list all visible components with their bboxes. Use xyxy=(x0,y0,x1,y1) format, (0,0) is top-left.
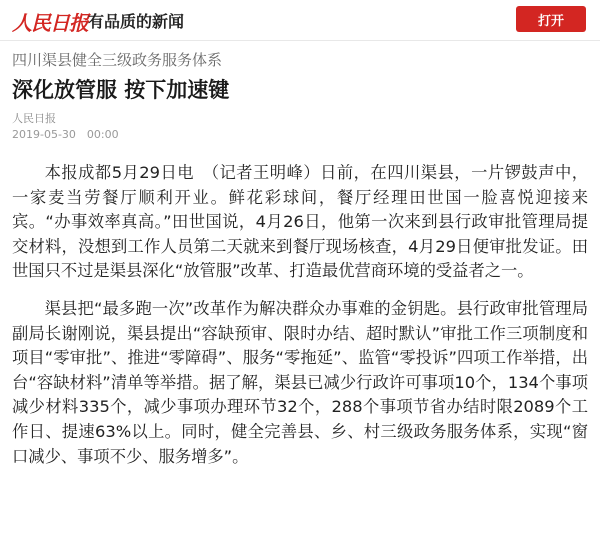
article-source[interactable]: 人民日报 xyxy=(12,112,56,125)
article-paragraph: 渠县把“最多跑一次”改革作为解决群众办事难的金钥匙。县行政审批管理局副局长谢刚说，渠县提出“容缺预审、限时办结、超时默认”审批工作三项制度和项目“零审批”、推进“零障碍”、服务“零拖延”、监管“零投诉”四项工作举措，出台“容缺材料”清单等举措。据了解，渠县已减少行政许可事项10个，134个事项减少材料335个，减少事项办理环节32个，288个事项节省办结时限2089个工作日、提速63%以上。同时，健全完善县、乡、村三级政务服务体系，实现“窗口减少、事项不少、服务增多”。 xyxy=(12,298,588,466)
article-body xyxy=(12,161,588,482)
article-paragraph: 本报成都5月29日电 （记者王明峰）日前，在四川渠县，一片锣鼓声中，一家麦当劳餐厅顺利开业。鲜花彩球间，餐厅经理田世国一脸喜悦迎接来宾。“办事效率真高。”田世国说，4月26日，他第一次来到县行政审批管理局提交材料，没想到工作人员第二天就来到餐厅现场核查，4月29日便审批发证。田世国只不过是渠县深化“放管服”改革、打造最优营商环境的受益者之一。 xyxy=(12,163,588,281)
article-title: 深化放管服 按下加速键 xyxy=(12,78,230,102)
top-bar xyxy=(0,0,600,41)
people-daily-logo[interactable]: 人民日报 xyxy=(12,11,88,35)
article-subtitle: 四川渠县健全三级政务服务体系 xyxy=(12,51,223,69)
open-app-button[interactable]: 打开 xyxy=(516,6,586,32)
header-slogan: 有品质的新闻 xyxy=(88,12,185,31)
article-date: 2019-05-30 00:00 xyxy=(12,128,119,141)
